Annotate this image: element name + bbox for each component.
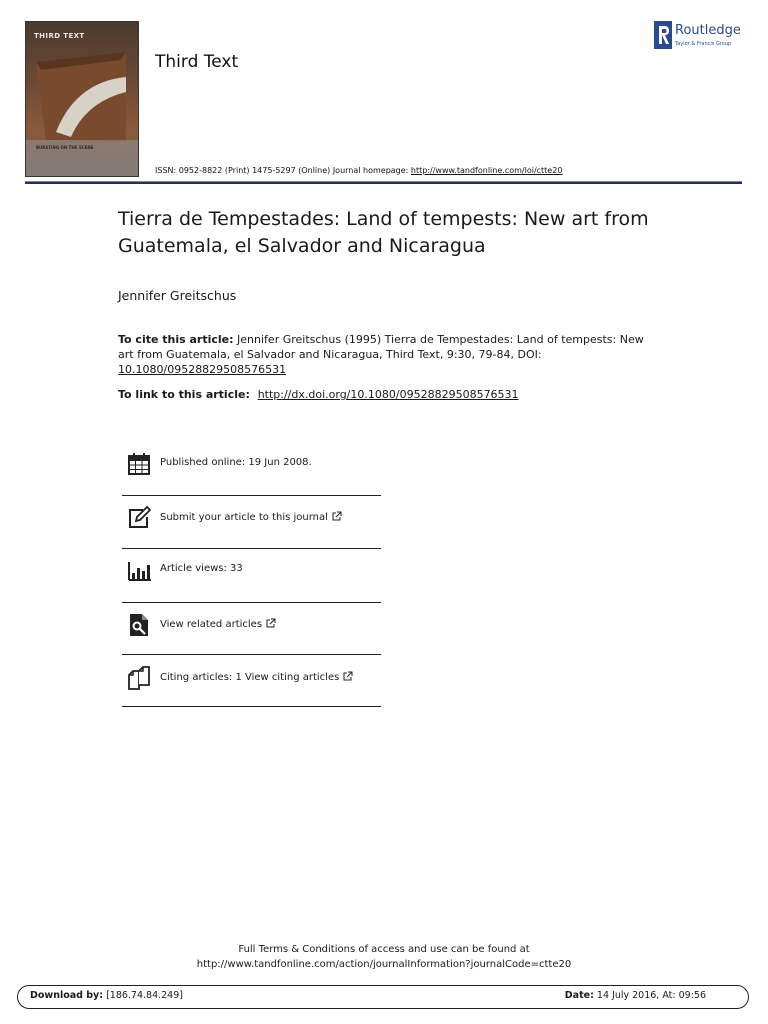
external-link-icon — [332, 511, 342, 521]
citation — [118, 332, 658, 377]
download-info-bar — [17, 985, 749, 1009]
bar-chart-icon — [127, 558, 151, 582]
article-title: Tierra de Tempestades: Land of tempests: New art from Guatemala, el Salvador and Nicaragua — [118, 208, 649, 257]
author-name: Jennifer Greitschus — [118, 288, 237, 303]
submit-article-label: Submit your article to this journal — [160, 512, 328, 523]
download-by — [30, 990, 183, 1001]
publisher-logo[interactable] — [654, 21, 749, 51]
download-ip: [186.74.84.249] — [103, 990, 183, 1001]
citing-articles-link[interactable] — [160, 671, 353, 683]
journal-cover-image — [25, 21, 139, 177]
published-online-text: Published online: 19 Jun 2008. — [160, 457, 312, 468]
publisher-subtitle: Taylor & Francis Group — [675, 41, 732, 47]
article-link-line — [118, 388, 519, 401]
journal-name: Third Text — [155, 52, 239, 72]
article-doi-link[interactable]: http://dx.doi.org/10.1080/09528829508576531 — [257, 388, 519, 401]
related-articles-link[interactable] — [160, 618, 276, 630]
cover-title: THIRD TEXT — [34, 32, 85, 40]
issn-line — [155, 166, 562, 175]
edit-icon — [127, 506, 151, 530]
search-document-icon — [127, 613, 151, 637]
related-articles-row[interactable] — [122, 605, 381, 645]
cite-label: To cite this article: — [118, 333, 234, 346]
divider — [122, 706, 381, 707]
publisher-name: Routledge — [675, 23, 741, 38]
submit-article-row[interactable] — [122, 498, 381, 538]
terms-line-1: Full Terms & Conditions of access and use can be found at — [238, 944, 530, 955]
divider — [122, 548, 381, 549]
citing-icon — [127, 666, 151, 690]
external-link-icon — [343, 671, 353, 681]
journal-homepage-link[interactable]: http://www.tandfonline.com/loi/ctte20 — [410, 166, 563, 175]
external-link-icon — [266, 618, 276, 628]
cover-subtitle: BURSTING ON THE SCENE — [36, 145, 94, 150]
terms-notice — [0, 942, 768, 972]
article-views-text: Article views: 33 — [160, 563, 243, 574]
issn-text: ISSN: 0952-8822 (Print) 1475-5297 (Online) Journal homepage: — [155, 166, 411, 175]
date-value: 14 July 2016, At: 09:56 — [593, 990, 706, 1001]
cite-text: Jennifer Greitschus (1995) Tierra de Tempestades: Land of tempests: New art from Guatemala, el Salvador and Nicaragua, Third Text, 9:30, 79-84, DOI: — [118, 333, 644, 361]
date-label: Date: — [564, 990, 594, 1001]
header-rule — [25, 182, 742, 184]
calendar-icon — [127, 452, 151, 476]
divider — [122, 654, 381, 655]
published-online-row — [122, 444, 381, 484]
related-articles-label: View related articles — [160, 619, 263, 630]
download-label: Download by: — [30, 990, 104, 1001]
download-date — [565, 990, 706, 1001]
link-label: To link to this article: — [118, 388, 254, 401]
divider — [122, 602, 381, 603]
divider — [122, 495, 381, 496]
citing-articles-label: Citing articles: 1 View citing articles — [160, 672, 340, 683]
citing-articles-row[interactable] — [122, 658, 381, 698]
article-views-row — [122, 550, 381, 590]
submit-article-link[interactable] — [160, 511, 342, 523]
terms-url[interactable]: http://www.tandfonline.com/action/journalInformation?journalCode=ctte20 — [196, 959, 572, 970]
cite-doi-link[interactable]: 10.1080/09528829508576531 — [118, 363, 287, 376]
routledge-logo-icon — [654, 21, 672, 49]
